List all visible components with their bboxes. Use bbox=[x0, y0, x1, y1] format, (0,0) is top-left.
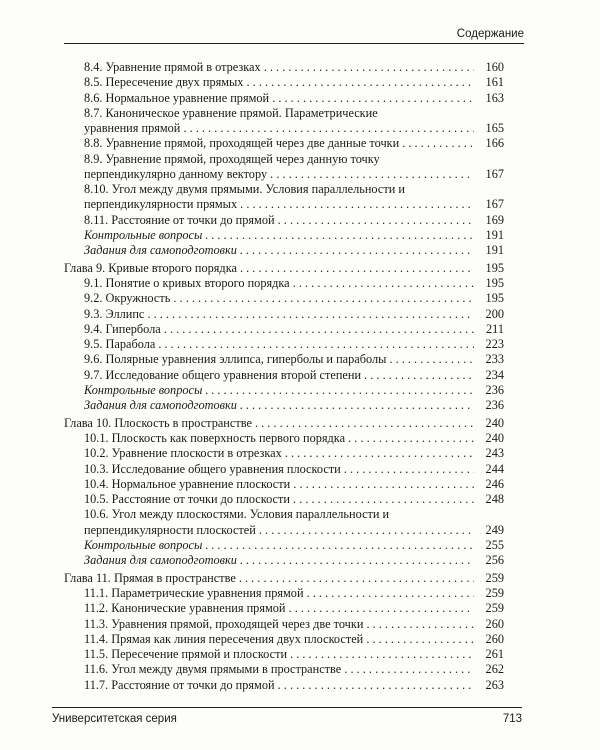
toc-entry bbox=[64, 243, 504, 258]
toc-entry-title: 10.2. Уравнение плоскости в отрезках . . . bbox=[64, 446, 474, 461]
toc-entry bbox=[64, 601, 504, 616]
toc-entry-title: 11.4. Прямая как линия пересечения двух плоскостей . . . bbox=[64, 632, 474, 647]
toc-entry-page: 259 bbox=[485, 601, 504, 616]
toc-entry-title: 11.6. Угол между двумя прямыми в пространстве . . . bbox=[64, 662, 474, 677]
toc-chapter-entry bbox=[64, 261, 504, 276]
toc-entry bbox=[64, 538, 504, 553]
toc-entry-title: 11.7. Расстояние от точки до прямой . . . bbox=[64, 678, 474, 693]
toc-entry bbox=[64, 678, 504, 693]
toc-entry-page: 236 bbox=[485, 398, 504, 412]
toc-entry-page: 234 bbox=[485, 367, 504, 382]
toc-entry bbox=[64, 553, 504, 568]
toc-entry-title: Контрольные вопросы . . . bbox=[64, 538, 474, 553]
toc-entry bbox=[64, 60, 504, 75]
toc-entry bbox=[64, 197, 504, 212]
toc-entry-title: 11.5. Пересечение прямой и плоскости . . . bbox=[64, 647, 474, 662]
toc-entry-title: 11.1. Параметрические уравнения прямой . . . bbox=[64, 586, 474, 601]
table-of-contents bbox=[64, 60, 504, 693]
toc-entry-title: 8.5. Пересечение двух прямых . . . bbox=[64, 75, 474, 90]
toc-entry bbox=[64, 213, 504, 228]
toc-entry bbox=[64, 398, 504, 413]
toc-entry-page: 191 bbox=[485, 243, 504, 257]
series-name: Университетская серия bbox=[52, 713, 177, 725]
toc-entry-page: 166 bbox=[485, 136, 504, 151]
toc-entry-title: 8.9. Уравнение прямой, проходящей через данную точку bbox=[84, 151, 380, 166]
toc-entry-page: 167 bbox=[485, 197, 504, 212]
toc-entry-page: 246 bbox=[485, 476, 504, 491]
toc-entry bbox=[64, 431, 504, 446]
toc-entry bbox=[64, 75, 504, 90]
toc-entry-title: 10.6. Угол между плоскостями. Условия параллельности и bbox=[84, 507, 390, 522]
toc-chapter-entry bbox=[64, 571, 504, 586]
toc-entry-page: 263 bbox=[485, 677, 504, 692]
toc-entry-title: Глава 11. Прямая в пространстве . . . bbox=[64, 571, 474, 586]
toc-entry bbox=[64, 662, 504, 677]
toc-entry bbox=[64, 368, 504, 383]
toc-entry bbox=[64, 228, 504, 243]
toc-entry-title: Задания для самоподготовки . . . bbox=[64, 243, 474, 258]
toc-entry bbox=[64, 617, 504, 632]
toc-entry bbox=[64, 291, 504, 306]
toc-entry-page: 249 bbox=[485, 522, 504, 537]
toc-entry-title: 8.6. Нормальное уравнение прямой . . . bbox=[64, 91, 474, 106]
toc-entry-title: 11.2. Канонические уравнения прямой . . . bbox=[64, 601, 474, 616]
toc-entry-title: Глава 10. Плоскость в пространстве . . . bbox=[64, 416, 474, 431]
toc-entry-page: 244 bbox=[485, 461, 504, 476]
toc-entry-title: 10.5. Расстояние от точки до плоскости . . . bbox=[64, 492, 474, 507]
toc-entry bbox=[64, 477, 504, 492]
header-title: Содержание bbox=[456, 28, 524, 40]
toc-chapter-entry bbox=[64, 416, 504, 431]
toc-entry-page: 236 bbox=[485, 382, 504, 397]
page-number: 713 bbox=[502, 713, 522, 725]
toc-entry-title: Глава 9. Кривые второго порядка . . . bbox=[64, 261, 474, 276]
toc-entry-page: 160 bbox=[485, 60, 504, 74]
toc-entry-page: 195 bbox=[485, 291, 504, 306]
toc-entry-page: 195 bbox=[485, 276, 504, 290]
toc-entry-page: 260 bbox=[485, 631, 504, 646]
toc-entry bbox=[64, 136, 504, 151]
toc-entry bbox=[64, 106, 504, 121]
toc-entry-title: Контрольные вопросы . . . bbox=[64, 383, 474, 398]
toc-entry-page: 259 bbox=[485, 570, 504, 585]
toc-entry-page: 240 bbox=[485, 431, 504, 445]
toc-entry bbox=[64, 462, 504, 477]
toc-entry-title: 10.4. Нормальное уравнение плоскости . . . bbox=[64, 477, 474, 492]
toc-entry-title: 9.7. Исследование общего уравнения второй степени . . . bbox=[64, 368, 474, 383]
running-header bbox=[64, 23, 524, 44]
toc-entry-title: уравнения прямой . . . bbox=[64, 121, 474, 136]
toc-entry-title: 9.4. Гипербола . . . bbox=[64, 322, 474, 337]
toc-entry-title: 11.3. Уравнения прямой, проходящей через две точки . . . bbox=[64, 617, 474, 632]
toc-entry bbox=[64, 507, 504, 522]
toc-entry-page: 165 bbox=[485, 121, 504, 135]
toc-entry-page: 195 bbox=[485, 260, 504, 275]
toc-entry-page: 260 bbox=[485, 616, 504, 631]
toc-entry bbox=[64, 167, 504, 182]
toc-entry bbox=[64, 647, 504, 662]
running-footer bbox=[52, 707, 522, 728]
toc-entry-title: 9.1. Понятие о кривых второго порядка . . . bbox=[64, 276, 474, 291]
toc-entry-page: 240 bbox=[485, 415, 504, 430]
toc-entry bbox=[64, 337, 504, 352]
toc-entry bbox=[64, 492, 504, 507]
toc-entry bbox=[64, 352, 504, 367]
toc-entry bbox=[64, 276, 504, 291]
toc-entry bbox=[64, 182, 504, 197]
toc-entry bbox=[64, 152, 504, 167]
toc-entry-title: 9.2. Окружность . . . bbox=[64, 291, 474, 306]
toc-entry-page: 200 bbox=[485, 306, 504, 321]
toc-entry-page: 259 bbox=[485, 586, 504, 600]
toc-entry-page: 167 bbox=[485, 166, 504, 181]
toc-entry-title: 9.3. Эллипс . . . bbox=[64, 307, 474, 322]
toc-entry-page: 261 bbox=[485, 647, 504, 661]
toc-entry-page: 233 bbox=[485, 352, 504, 367]
toc-entry-page: 163 bbox=[485, 90, 504, 105]
toc-entry-title: 9.5. Парабола . . . bbox=[64, 337, 474, 352]
toc-entry-title: перпендикулярности прямых . . . bbox=[64, 197, 474, 212]
toc-entry-page: 211 bbox=[486, 321, 504, 336]
toc-entry bbox=[64, 307, 504, 322]
toc-entry-title: перпендикулярности плоскостей . . . bbox=[64, 523, 474, 538]
toc-entry-title: Задания для самоподготовки . . . bbox=[64, 553, 474, 568]
toc-entry-page: 255 bbox=[485, 537, 504, 552]
toc-entry bbox=[64, 586, 504, 601]
toc-entry-title: 8.8. Уравнение прямой, проходящей через две данные точки . . . bbox=[64, 136, 474, 151]
toc-entry-page: 243 bbox=[485, 446, 504, 461]
toc-entry-title: перпендикулярно данному вектору . . . bbox=[64, 167, 474, 182]
toc-entry-page: 191 bbox=[485, 227, 504, 242]
toc-entry-page: 248 bbox=[485, 492, 504, 506]
toc-entry-title: 8.7. Каноническое уравнение прямой. Параметрические bbox=[84, 105, 378, 120]
toc-entry bbox=[64, 446, 504, 461]
toc-entry bbox=[64, 121, 504, 136]
toc-entry-title: 8.4. Уравнение прямой в отрезках . . . bbox=[64, 60, 474, 75]
toc-entry-page: 256 bbox=[485, 553, 504, 567]
toc-entry-page: 223 bbox=[485, 337, 504, 351]
toc-entry-page: 161 bbox=[485, 75, 504, 90]
toc-entry-page: 169 bbox=[485, 212, 504, 227]
toc-entry-title: Задания для самоподготовки . . . bbox=[64, 398, 474, 413]
toc-entry-page: 262 bbox=[485, 662, 504, 677]
toc-entry-title: 10.3. Исследование общего уравнения плоскости . . . bbox=[64, 462, 474, 477]
toc-entry bbox=[64, 322, 504, 337]
toc-entry-title: 8.10. Угол между двумя прямыми. Условия параллельности и bbox=[84, 182, 405, 196]
toc-entry bbox=[64, 91, 504, 106]
toc-entry-title: 10.1. Плоскость как поверхность первого порядка . . . bbox=[64, 431, 474, 446]
toc-entry-title: 8.11. Расстояние от точки до прямой . . . bbox=[64, 213, 474, 228]
toc-entry-title: 9.6. Полярные уравнения эллипса, гиперболы и параболы . . . bbox=[64, 352, 474, 367]
toc-entry bbox=[64, 383, 504, 398]
toc-entry-title: Контрольные вопросы . . . bbox=[64, 228, 474, 243]
toc-entry bbox=[64, 523, 504, 538]
toc-entry bbox=[64, 632, 504, 647]
